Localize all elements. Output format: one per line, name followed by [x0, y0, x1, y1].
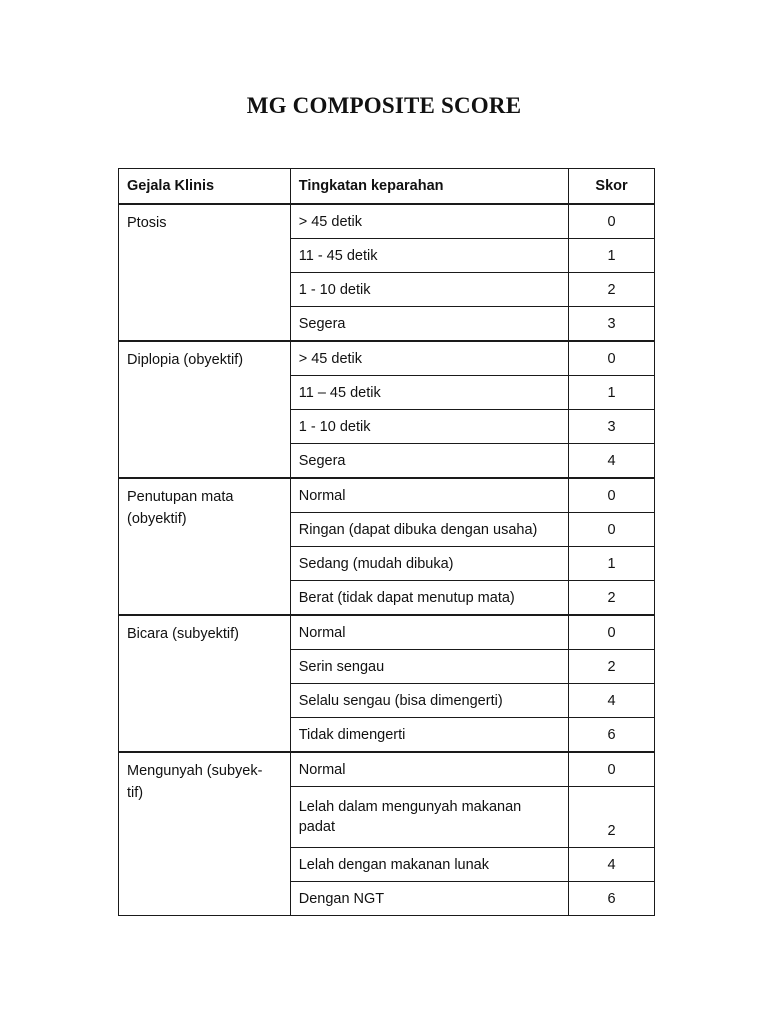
score-cell: 0: [569, 513, 655, 547]
severity-cell: 1 - 10 detik: [290, 273, 568, 307]
score-cell: 6: [569, 718, 655, 753]
score-cell: 0: [569, 478, 655, 513]
severity-cell: 11 - 45 detik: [290, 239, 568, 273]
symptom-line: Mengunyah (subyek-: [127, 763, 263, 779]
score-cell: 0: [569, 204, 655, 239]
score-cell: 6: [569, 882, 655, 916]
table-row: [119, 478, 655, 513]
severity-cell: Serin sengau: [290, 650, 568, 684]
symptom-cell: [119, 478, 291, 615]
score-cell: 2: [569, 787, 655, 848]
table-row: [119, 204, 655, 239]
column-header-skor: Skor: [569, 169, 655, 205]
severity-cell: Segera: [290, 444, 568, 479]
score-cell: 3: [569, 410, 655, 444]
severity-cell: Ringan (dapat dibuka dengan usaha): [290, 513, 568, 547]
severity-cell: Normal: [290, 478, 568, 513]
symptom-cell: Bicara (subyektif): [119, 615, 291, 752]
table-header-row: [119, 169, 655, 205]
severity-cell: Segera: [290, 307, 568, 342]
severity-cell: Selalu sengau (bisa dimengerti): [290, 684, 568, 718]
severity-line: Lelah dalam mengunyah makanan: [298, 799, 522, 815]
score-cell: 3: [569, 307, 655, 342]
severity-cell: 11 – 45 detik: [290, 376, 568, 410]
score-cell: 0: [569, 752, 655, 787]
table-row: [119, 615, 655, 650]
column-header-gejala-klinis: Gejala Klinis: [119, 169, 291, 205]
table-row: [119, 752, 655, 787]
symptom-group-bicara: [119, 615, 655, 752]
severity-line: padat: [298, 819, 336, 835]
score-cell: 0: [569, 615, 655, 650]
symptom-cell: [119, 752, 291, 916]
symptom-group-diplopia: [119, 341, 655, 478]
score-cell: 2: [569, 273, 655, 307]
score-cell: 2: [569, 581, 655, 616]
score-cell: 4: [569, 848, 655, 882]
mg-composite-score-table: [118, 168, 655, 916]
symptom-group-ptosis: [119, 204, 655, 341]
symptom-cell: Ptosis: [119, 204, 291, 341]
severity-cell: Dengan NGT: [290, 882, 568, 916]
severity-cell: Lelah dengan makanan lunak: [290, 848, 568, 882]
severity-cell: Normal: [290, 752, 568, 787]
page-title: MG COMPOSITE SCORE: [246, 93, 522, 118]
score-cell: 1: [569, 376, 655, 410]
column-header-tingkatan-keparahan: Tingkatan keparahan: [290, 169, 568, 205]
score-cell: 4: [569, 684, 655, 718]
symptom-line: Penutupan mata: [127, 489, 234, 505]
symptom-group-mengunyah: [119, 752, 655, 916]
severity-cell: Sedang (mudah dibuka): [290, 547, 568, 581]
score-cell: 1: [569, 547, 655, 581]
severity-cell: Tidak dimengerti: [290, 718, 568, 753]
table-row: [119, 341, 655, 376]
symptom-group-penutupan-mata: [119, 478, 655, 615]
severity-cell: Berat (tidak dapat menutup mata): [290, 581, 568, 616]
score-cell: 0: [569, 341, 655, 376]
score-cell: 1: [569, 239, 655, 273]
severity-cell: > 45 detik: [290, 204, 568, 239]
symptom-line: tif): [127, 785, 144, 801]
severity-cell: 1 - 10 detik: [290, 410, 568, 444]
severity-cell: [290, 787, 568, 848]
symptom-cell: Diplopia (obyektif): [119, 341, 291, 478]
severity-cell: > 45 detik: [290, 341, 568, 376]
score-cell: 2: [569, 650, 655, 684]
symptom-line: (obyektif): [127, 511, 187, 527]
severity-cell: Normal: [290, 615, 568, 650]
score-cell: 4: [569, 444, 655, 479]
